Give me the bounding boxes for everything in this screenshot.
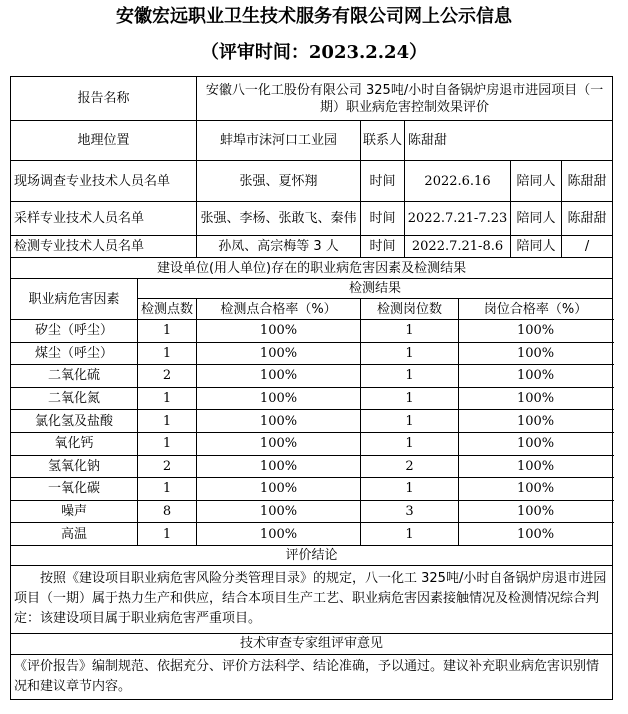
hazard-posts: 3 [361,500,459,523]
report-name-label: 报告名称 [11,77,197,121]
table-row [11,387,613,410]
table-row [11,523,613,546]
hazard-posts: 1 [361,523,459,546]
survey-time: 2022.6.16 [405,161,511,202]
hazard-posts: 1 [361,342,459,365]
sampling-staff: 张强、李杨、张敢飞、秦伟 [197,202,361,236]
table-row [11,342,613,365]
hazard-point-rate: 100% [197,478,361,501]
testing-escort-label: 陪同人 [511,236,562,258]
hazard-post-rate: 100% [459,432,613,455]
report-name: 安徽八一化工股份有限公司 325吨/小时自备锅炉房退市进园项目（一期）职业病危害控制效果评价 [197,77,613,121]
survey-escort-label: 陪同人 [511,161,562,202]
hazard-point-rate: 100% [197,500,361,523]
contact-label: 联系人 [361,121,405,161]
conclusion-title: 评价结论 [11,545,613,565]
disclosure-table [10,76,613,700]
posts-header: 检测岗位数 [361,299,459,320]
sampling-escort-label: 陪同人 [511,202,562,236]
hazard-posts: 1 [361,320,459,343]
hazard-point-rate: 100% [197,342,361,365]
hazard-name: 二氧化硫 [11,365,138,388]
hazard-points: 8 [138,500,197,523]
hazard-point-rate: 100% [197,387,361,410]
hazard-name: 煤尘（呼尘） [11,342,138,365]
hazard-name: 氧化钙 [11,432,138,455]
table-row [11,500,613,523]
hazard-point-rate: 100% [197,455,361,478]
points-header: 检测点数 [138,299,197,320]
testing-escort: / [562,236,613,258]
survey-staff: 张强、夏怀翔 [197,161,361,202]
survey-escort: 陈甜甜 [562,161,613,202]
survey-time-label: 时间 [361,161,405,202]
hazard-rows [11,320,613,546]
hazard-name: 氢氧化钠 [11,455,138,478]
hazard-points: 1 [138,523,197,546]
table-row [11,455,613,478]
location-label: 地理位置 [11,121,197,161]
testing-staff: 孙凤、高宗梅等 3 人 [197,236,361,258]
post-rate-header: 岗位合格率（%） [459,299,613,320]
hazard-points: 1 [138,342,197,365]
hazard-posts: 1 [361,410,459,433]
hazard-name: 噪声 [11,500,138,523]
table-row [11,410,613,433]
hazard-point-rate: 100% [197,523,361,546]
testing-time-label: 时间 [361,236,405,258]
sampling-time: 2022.7.21-7.23 [405,202,511,236]
table-row [11,320,613,343]
table-row [11,432,613,455]
testing-time: 2022.7.21-8.6 [405,236,511,258]
hazard-post-rate: 100% [459,478,613,501]
hazard-point-rate: 100% [197,410,361,433]
hazard-point-rate: 100% [197,365,361,388]
hazard-post-rate: 100% [459,320,613,343]
table-row [11,365,613,388]
survey-label: 现场调查专业技术人员名单 [11,161,197,202]
hazard-post-rate: 100% [459,455,613,478]
hazard-points: 1 [138,432,197,455]
hazard-posts: 1 [361,478,459,501]
hazard-posts: 2 [361,455,459,478]
review-date: （评审时间：2023.2.24） [200,42,428,63]
hazard-points: 1 [138,320,197,343]
location: 蚌埠市沫河口工业园 [197,121,361,161]
sampling-time-label: 时间 [361,202,405,236]
hazard-points: 1 [138,478,197,501]
hazard-points: 1 [138,387,197,410]
hazard-post-rate: 100% [459,410,613,433]
review-title: 技术审查专家组评审意见 [11,633,613,654]
hazard-name: 高温 [11,523,138,546]
testing-label: 检测专业技术人员名单 [11,236,197,258]
hazard-point-rate: 100% [197,320,361,343]
hazard-name: 矽尘（呼尘） [11,320,138,343]
hazard-post-rate: 100% [459,387,613,410]
factor-header: 职业病危害因素 [11,279,138,320]
sampling-label: 采样专业技术人员名单 [11,202,197,236]
hazard-points: 2 [138,365,197,388]
hazard-posts: 1 [361,365,459,388]
point-rate-header: 检测点合格率（%） [197,299,361,320]
sampling-escort: 陈甜甜 [562,202,613,236]
hazard-post-rate: 100% [459,523,613,546]
conclusion-text [11,565,613,633]
conclusion-text-body: 按照《建设项目职业病危害风险分类管理目录》的规定，八一化工 325吨/小时自备锅炉房退市进园项目（一期）属于热力生产和供应，结合本项目生产工艺、职业病危害因素接触情况及检测情况综合判定：该建设项目属于职业病危害严重项目。 [14,571,607,627]
hazard-name: 氯化氢及盐酸 [11,410,138,433]
hazard-name: 二氧化氮 [11,387,138,410]
hazard-point-rate: 100% [197,432,361,455]
hazard-post-rate: 100% [459,500,613,523]
table-row [11,478,613,501]
hazard-post-rate: 100% [459,365,613,388]
hazard-posts: 1 [361,387,459,410]
contact: 陈甜甜 [405,121,613,161]
hazard-points: 2 [138,455,197,478]
hazard-name: 一氧化碳 [11,478,138,501]
hazard-post-rate: 100% [459,342,613,365]
hazards-section-title: 建设单位(用人单位)存在的职业病危害因素及检测结果 [11,258,613,279]
review-text: 《评价报告》编制规范、依据充分、评价方法科学、结论准确，予以通过。建议补充职业病危害识别情况和建议章节内容。 [11,654,613,699]
results-header: 检测结果 [138,279,613,299]
hazard-posts: 1 [361,432,459,455]
page-title: 安徽宏远职业卫生技术服务有限公司网上公示信息 [116,6,512,27]
hazard-points: 1 [138,410,197,433]
